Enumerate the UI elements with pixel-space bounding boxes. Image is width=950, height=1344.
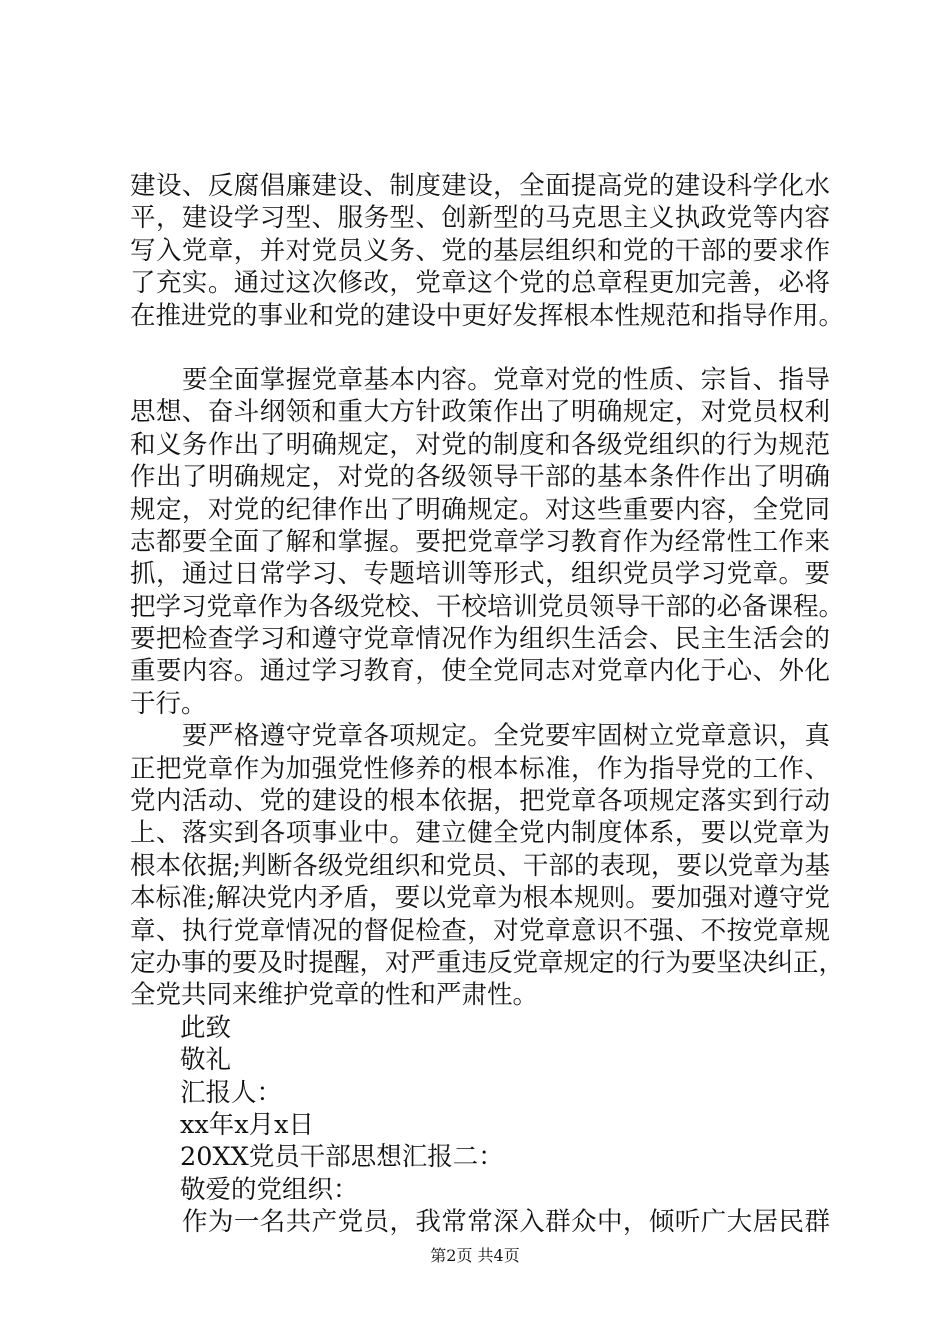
- text-line: 写入党章，并对党员义务、党的基层组织和党的干部的要求作: [130, 235, 830, 266]
- text-line: 规定，对党的纪律作出了明确规定。对这些重要内容，全党同: [130, 494, 830, 525]
- text-line: 建设、反腐倡廉建设、制度建设，全面提高党的建设科学化水: [130, 171, 830, 201]
- text-line: 重要内容。通过学习教育，使全党同志对党章内化于心、外化: [130, 656, 830, 687]
- reporter-line: 汇报人：: [180, 1077, 283, 1108]
- text-line: 抓，通过日常学习、专题培训等形式，组织党员学习党章。要: [130, 559, 830, 590]
- text-line: 章、执行党章情况的督促检查，对党章意识不强、不按党章规: [130, 915, 830, 946]
- text-line: 志都要全面了解和掌握。要把党章学习教育作为经常性工作来: [130, 526, 830, 557]
- salutation-line: 敬礼: [180, 1045, 232, 1076]
- text-line: 作出了明确规定，对党的各级领导干部的基本条件作出了明确: [130, 462, 830, 493]
- greeting-line: 敬爱的党组织：: [180, 1174, 359, 1205]
- text-line: 把学习党章作为各级党校、干校培训党员领导干部的必备课程。: [130, 591, 845, 622]
- text-line: 和义务作出了明确规定，对党的制度和各级党组织的行为规范: [130, 429, 830, 460]
- document-body: [130, 170, 845, 1239]
- paragraph-3: [130, 720, 845, 1012]
- page-footer: [0, 1246, 950, 1266]
- text-line: 思想、奋斗纲领和重大方针政策作出了明确规定，对党员权利: [130, 397, 830, 428]
- closing-section: [130, 1012, 830, 1239]
- text-line: 根本依据;判断各级党组织和党员、干部的表现，要以党章为基: [130, 850, 830, 881]
- text-line: 平，建设学习型、服务型、创新型的马克思主义执政党等内容: [130, 203, 830, 234]
- salutation-line: 此致: [180, 1012, 232, 1043]
- section-heading: 20XX党员干部思想汇报二：: [180, 1142, 504, 1173]
- paragraph-1: [130, 170, 845, 332]
- paragraph-gap: [130, 332, 830, 364]
- text-line: 定办事的要及时提醒，对严重违反党章规定的行为要坚决纠正，: [130, 947, 845, 978]
- text-line: 要全面掌握党章基本内容。党章对党的性质、宗旨、指导: [182, 364, 830, 395]
- text-line: 要把检查学习和遵守党章情况作为组织生活会、民主生活会的: [130, 624, 830, 655]
- text-line: 党内活动、党的建设的根本依据，把党章各项规定落实到行动: [130, 786, 830, 817]
- date-line: xx年x月x日: [180, 1109, 315, 1140]
- text-line: 作为一名共产党员，我常常深入群众中，倾听广大居民群: [182, 1207, 830, 1238]
- text-line: 正把党章作为加强党性修养的根本标准，作为指导党的工作、: [130, 753, 830, 784]
- text-line: 要严格遵守党章各项规定。全党要牢固树立党章意识，真: [182, 721, 830, 752]
- page-number: 第2页 共4页: [430, 1246, 520, 1265]
- text-line: 了充实。通过这次修改，党章这个党的总章程更加完善，必将: [130, 268, 830, 299]
- text-line: 于行。: [130, 688, 207, 719]
- text-line: 全党共同来维护党章的性和严肃性。: [130, 980, 539, 1011]
- text-line: 在推进党的事业和党的建设中更好发挥根本性规范和指导作用。: [130, 300, 845, 331]
- text-line: 上、落实到各项事业中。建立健全党内制度体系，要以党章为: [130, 818, 830, 849]
- text-line: 本标准;解决党内矛盾，要以党章为根本规则。要加强对遵守党: [130, 883, 830, 914]
- paragraph-2: [130, 364, 845, 720]
